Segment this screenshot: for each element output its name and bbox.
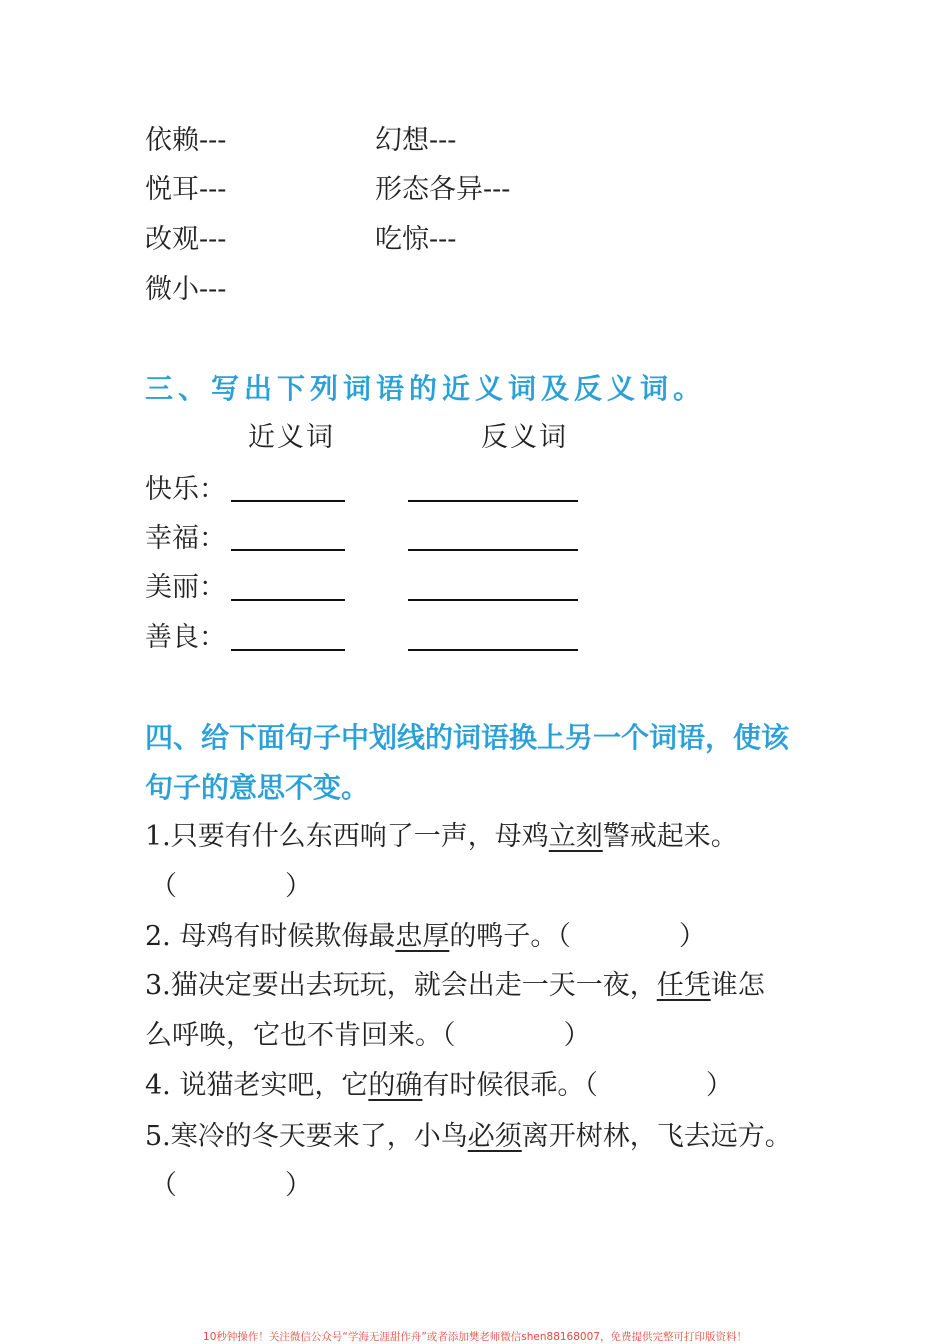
synonym-blank[interactable] xyxy=(231,549,345,551)
sentence-3 xyxy=(145,969,765,1003)
underlined-word: 立刻 xyxy=(548,821,603,852)
section3-heading: 三、写出下列词语的近义词及反义词。 xyxy=(145,372,707,405)
sentence-2 xyxy=(145,920,706,954)
word-weixiao: 微小--- xyxy=(145,274,227,305)
synonym-blank[interactable] xyxy=(231,599,345,601)
section4-heading-line1: 四、给下面句子中划线的词语换上另一个词语，使该 xyxy=(145,721,790,754)
word-gaiguan: 改观--- xyxy=(145,224,227,255)
sentence-3-continued xyxy=(145,1019,591,1053)
sentence-text: 离开树林，飞去远方。 xyxy=(521,1121,792,1152)
word-shanliang: 善良： xyxy=(145,622,226,653)
underlined-word: 任凭 xyxy=(656,970,711,1001)
answer-parentheses[interactable]: （ ） xyxy=(557,921,706,952)
answer-parentheses[interactable]: （ ） xyxy=(584,1070,733,1101)
sentence-text: 1.只要有什么东西响了一声，母鸡 xyxy=(145,821,549,852)
sentence-text: 谁怎 xyxy=(710,970,765,1001)
antonym-blank[interactable] xyxy=(408,599,578,601)
synonym-column-header: 近义词 xyxy=(248,422,335,453)
underlined-word: 的确 xyxy=(368,1070,423,1101)
antonym-blank[interactable] xyxy=(408,649,578,651)
answer-parentheses[interactable]: （ ） xyxy=(150,1170,312,1201)
word-yueer: 悦耳--- xyxy=(145,174,227,205)
antonym-blank[interactable] xyxy=(408,500,578,502)
sentence-text: 2. 母鸡有时候欺侮最 xyxy=(145,921,396,952)
underlined-word: 忠厚 xyxy=(395,921,450,952)
word-huanxiang: 幻想--- xyxy=(375,125,457,156)
underlined-word: 必须 xyxy=(467,1121,522,1152)
word-kuaile: 快乐： xyxy=(145,474,226,505)
word-yilai: 依赖--- xyxy=(145,125,227,156)
sentence-text: 5.寒冷的冬天要来了，小鸟 xyxy=(145,1121,468,1152)
synonym-blank[interactable] xyxy=(231,649,345,651)
antonym-column-header: 反义词 xyxy=(481,422,568,453)
sentence-text: 的鸭子。 xyxy=(449,921,558,952)
word-chijing: 吃惊--- xyxy=(375,224,457,255)
word-xingtai: 形态各异--- xyxy=(375,174,511,205)
sentence-text: 警戒起来。 xyxy=(602,821,738,852)
answer-parentheses[interactable]: （ ） xyxy=(442,1020,591,1051)
answer-parentheses[interactable]: （ ） xyxy=(150,871,312,902)
sentence-text: 有时候很乖。 xyxy=(422,1070,585,1101)
sentence-4 xyxy=(145,1069,733,1103)
synonym-blank[interactable] xyxy=(231,500,345,502)
footer-notice: 10秒钟操作！关注微信公众号“学海无涯甜作舟”或者添加樊老师微信shen88168007，免费提供完整可打印版资料！ xyxy=(203,1331,747,1343)
section4-heading-line2: 句子的意思不变。 xyxy=(145,771,370,804)
sentence-text: 4. 说猫老实吧，它 xyxy=(145,1070,369,1101)
sentence-text: 3.猫决定要出去玩玩，就会出走一天一夜， xyxy=(145,970,657,1001)
word-meili: 美丽： xyxy=(145,572,226,603)
antonym-blank[interactable] xyxy=(408,549,578,551)
sentence-1 xyxy=(145,820,738,854)
word-xingfu: 幸福： xyxy=(145,523,226,554)
sentence-5 xyxy=(145,1120,792,1154)
sentence-text: 么呼唤，它也不肯回来。 xyxy=(145,1020,442,1051)
